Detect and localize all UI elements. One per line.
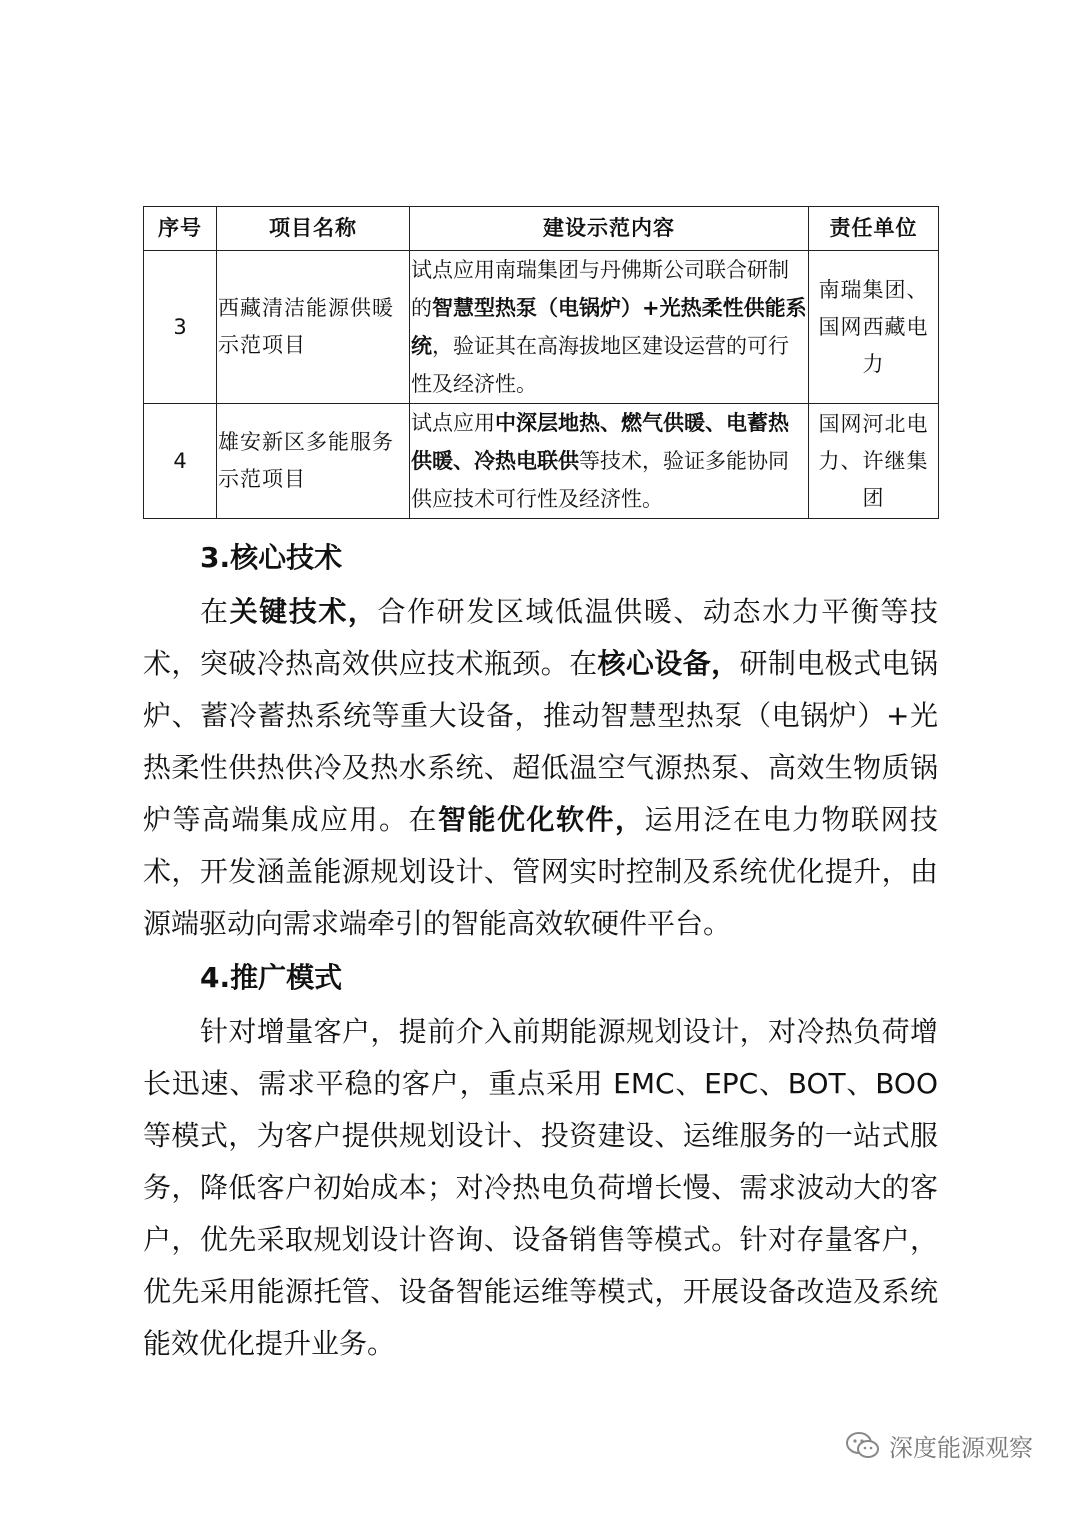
header-unit: 责任单位	[809, 207, 939, 251]
table-header-row	[144, 207, 939, 251]
cell-name: 雄安新区多能服务示范项目	[217, 404, 410, 519]
section-3-heading: 3.核心技术	[200, 541, 343, 574]
body-text: 运用泛在电力物联网技术，开发涵盖能源规划设计、管网实时控制及系统优化提升，由源端驱动向需求端牵引的智能高效软硬件平台。	[143, 803, 938, 940]
content-text: 等技术，验证多能协同供应技术可行性及经济性。	[411, 449, 789, 511]
bold-term: 关键技术，	[229, 595, 378, 628]
body-text: 在	[200, 595, 230, 628]
section-4-paragraph: 针对增量客户，提前介入前期能源规划设计，对冷热负荷增长迅速、需求平稳的客户，重点采用 EMC、EPC、BOT、BOO 等模式，为客户提供规划设计、投资建设、运维服务的一站式服务，降低客户初始成本；对冷热电负荷增长慢、需求波动大的客户，优先采取规划设计咨询、设备销售等模式。针对存量客户，优先采用能源托管、设备智能运维等模式，开展设备改造及系统能效优化提升业务。	[143, 1015, 938, 1360]
bold-term: 核心设备，	[597, 647, 740, 680]
cell-no: 4	[144, 404, 217, 519]
watermark-text: 深度能源观察	[889, 1434, 1033, 1462]
cell-content	[410, 251, 809, 404]
body-text: 合作研发区域低温供暖、动态水力平衡等技术，突破冷热高效供应技术瓶颈。在	[143, 595, 938, 680]
body-text: 研制电极式电锅炉、蓄冷蓄热系统等重大设备，推动智慧型热泵（电锅炉）+光热柔性供热供冷及热水系统、超低温空气源热泵、高效生物质锅炉等高端集成应用。在	[143, 647, 938, 836]
cell-content	[410, 404, 809, 519]
cell-unit: 国网河北电力、许继集团	[809, 404, 939, 519]
header-no: 序号	[144, 207, 217, 251]
content-text: ，验证其在高海拔地区建设运营的可行性及经济性。	[411, 334, 789, 396]
header-name: 项目名称	[217, 207, 410, 251]
cell-name: 西藏清洁能源供暖示范项目	[217, 251, 410, 404]
section-3-body	[143, 586, 938, 950]
content-text: 试点应用	[411, 411, 495, 435]
table-row	[144, 251, 939, 404]
header-content: 建设示范内容	[410, 207, 809, 251]
table-row	[144, 404, 939, 519]
content-text: 试点应用南瑞集团与丹佛斯公司联合研制的	[411, 258, 789, 320]
section-3-paragraph	[143, 586, 938, 950]
cell-no: 3	[144, 251, 217, 404]
content-bold: 中深层地热、燃气供暖、电蓄热供暖、冷热电联供	[411, 411, 789, 473]
watermark	[845, 1428, 1033, 1463]
section-4-body	[143, 1006, 938, 1370]
bold-term: 智能优化软件，	[437, 803, 645, 836]
content-bold: 智慧型热泵（电锅炉）+光热柔性供能系统	[411, 296, 807, 358]
wechat-icon	[845, 1431, 881, 1461]
project-table	[143, 206, 939, 519]
cell-unit: 南瑞集团、国网西藏电力	[809, 251, 939, 404]
section-4-heading: 4.推广模式	[200, 961, 343, 994]
